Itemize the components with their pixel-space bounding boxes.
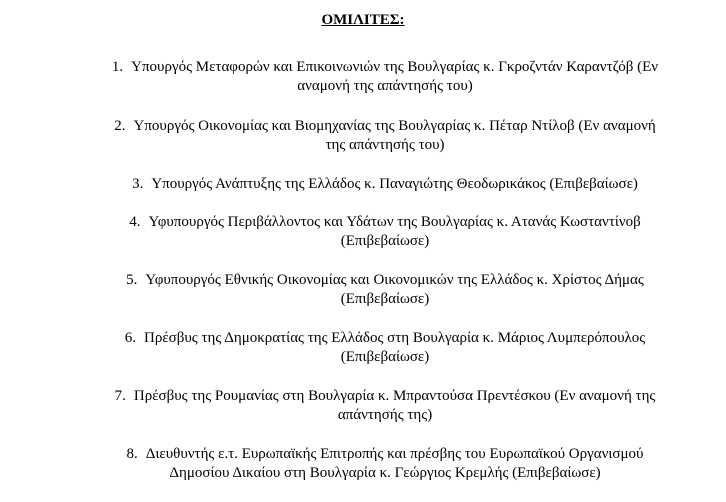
speaker-text: Υφυπουργός Εθνικής Οικονομίας και Οικονομικών της Ελλάδος κ. Χρίστος Δήμας [145, 272, 644, 288]
speaker-line [40, 175, 726, 194]
speaker-line [40, 445, 726, 464]
speaker-item-3 [40, 175, 726, 194]
speaker-item-5 [40, 271, 726, 309]
speaker-text: Υφυπουργός Περιβάλλοντος και Υδάτων της Βουλγαρίας κ. Ατανάς Κωσταντίνοβ [148, 214, 641, 230]
item-number: 1. [111, 59, 124, 75]
speaker-line [40, 387, 726, 406]
speaker-line [40, 213, 726, 232]
speaker-text: Υπουργός Ανάπτυξης της Ελλάδος κ. Παναγιώτης Θεοδωρικάκος (Επιβεβαίωσε) [151, 176, 638, 192]
speaker-text-continued: αναμονή της απάντησής του) [297, 78, 473, 94]
item-number: 2. [114, 118, 126, 134]
speaker-item-8 [40, 445, 726, 483]
item-number: 3. [132, 176, 144, 192]
item-number: 4. [129, 214, 141, 230]
speaker-text-continued: (Επιβεβαίωσε) [340, 233, 430, 249]
speaker-line [40, 271, 726, 290]
speaker-item-6 [40, 329, 726, 367]
speaker-text: Υπουργός Μεταφορών και Επικοινωνιών της Βουλγαρίας κ. Γκροζντάν Καραντζόβ (Εν [131, 59, 659, 75]
speaker-item-4 [40, 213, 726, 251]
speaker-line [40, 117, 726, 136]
speaker-item-2 [40, 117, 726, 155]
speaker-text: Πρέσβυς της Δημοκρατίας της Ελλάδος στη Βουλγαρία κ. Μάριος Λυμπερόπουλος [144, 330, 646, 346]
speaker-text-continued: της απάντησής του) [325, 137, 445, 153]
page-title: ΟΜΙΛΙΤΕΣ: [321, 12, 405, 28]
speaker-text-continued: (Επιβεβαίωσε) [340, 291, 430, 307]
item-number: 6. [124, 330, 137, 346]
item-number: 8. [126, 446, 138, 462]
speaker-text-continued: απάντησής της) [337, 407, 433, 423]
speaker-line [40, 58, 726, 77]
speaker-text-continued: Δημοσίου Δικαίου στη Βουλγαρία κ. Γεώργιος Κρεμλής (Επιβεβαίωσε) [169, 465, 601, 481]
item-number: 5. [126, 272, 138, 288]
item-number: 7. [114, 388, 126, 404]
speaker-line [40, 329, 726, 348]
speaker-text-continued: (Επιβεβαίωσε) [340, 349, 430, 365]
speaker-item-7 [40, 387, 726, 425]
speaker-text: Πρέσβυς της Ρουμανίας στη Βουλγαρία κ. Μπραντούσα Πρεντέσκου (Εν αναμονή της [133, 388, 656, 404]
speaker-text: Υπουργός Οικονομίας και Βιομηχανίας της Βουλγαρίας κ. Πέταρ Ντίλοβ (Εν αναμονή [133, 118, 656, 134]
speaker-text: Διευθυντής ε.τ. Ευρωπαϊκής Επιτροπής και πρέσβης του Ευρωπαϊκού Οργανισμού [145, 446, 644, 462]
speaker-item-1 [40, 58, 726, 96]
